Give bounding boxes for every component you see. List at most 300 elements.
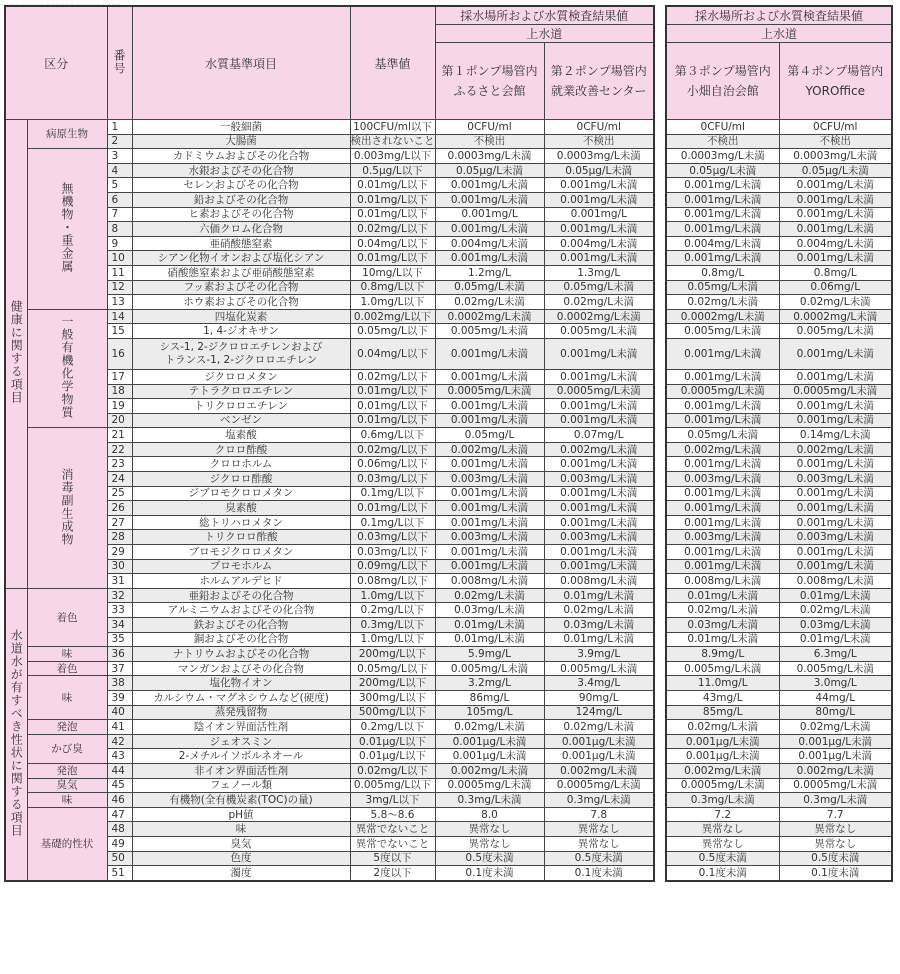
table-row — [5, 778, 654, 793]
item-number: 11 — [107, 265, 132, 280]
result-site-3: 0.001mg/L未満 — [666, 207, 779, 222]
item-number: 27 — [107, 515, 132, 530]
standard-value: 5度以下 — [350, 851, 435, 866]
standard-value: 0.06mg/L以下 — [350, 457, 435, 472]
result-site-4: 0.008mg/L未満 — [779, 574, 892, 589]
table-row — [666, 501, 892, 516]
result-site-3: 0.1度未満 — [666, 866, 779, 881]
result-site-1: 5.9mg/L — [435, 647, 544, 662]
item-number: 47 — [107, 807, 132, 822]
result-site-3: 異常なし — [666, 822, 779, 837]
result-site-2: 0.003mg/L未満 — [544, 530, 654, 545]
result-site-3: 0.01mg/L未満 — [666, 588, 779, 603]
header-water-type: 上水道 — [435, 25, 654, 43]
item-number: 39 — [107, 690, 132, 705]
result-site-3: 0.01mg/L未満 — [666, 632, 779, 647]
result-site-4: 0.001mg/L未満 — [779, 369, 892, 384]
standard-value: 0.01μg/L以下 — [350, 749, 435, 764]
result-site-4: 44mg/L — [779, 690, 892, 705]
result-site-3: 0.0003mg/L未満 — [666, 149, 779, 164]
result-site-3: 0.8mg/L — [666, 265, 779, 280]
result-site-2: 0.0005mg/L未満 — [544, 778, 654, 793]
sub-category: 味 — [27, 647, 107, 662]
result-site-2: 0.001mg/L未満 — [544, 515, 654, 530]
table-row — [666, 866, 892, 881]
table-row — [666, 369, 892, 384]
table-row — [666, 807, 892, 822]
header-standard: 基準値 — [350, 6, 435, 120]
standard-value: 0.1mg/L以下 — [350, 515, 435, 530]
item-number: 32 — [107, 588, 132, 603]
result-site-2: 3.9mg/L — [544, 647, 654, 662]
item-name: ジクロロメタン — [132, 369, 350, 384]
standard-value: 0.002mg/L以下 — [350, 309, 435, 324]
item-number: 42 — [107, 734, 132, 749]
result-site-1: 異常なし — [435, 822, 544, 837]
result-site-3: 0CFU/ml — [666, 120, 779, 135]
result-site-1: 0.004mg/L未満 — [435, 236, 544, 251]
result-site-4: 0.001mg/L未満 — [779, 559, 892, 574]
result-site-4: 0.3mg/L未満 — [779, 793, 892, 808]
standard-value: 0.05mg/L以下 — [350, 661, 435, 676]
result-site-1: 0.001mg/L未満 — [435, 545, 544, 560]
result-site-3: 0.001μg/L未満 — [666, 749, 779, 764]
result-site-4: 0.01mg/L未満 — [779, 588, 892, 603]
result-site-4: 0.001mg/L未満 — [779, 515, 892, 530]
result-site-3: 0.0002mg/L未満 — [666, 309, 779, 324]
item-number: 49 — [107, 836, 132, 851]
result-site-1: 0.003mg/L未満 — [435, 472, 544, 487]
result-site-3: 0.001mg/L未満 — [666, 192, 779, 207]
standard-value: 0.003mg/L以下 — [350, 149, 435, 164]
result-site-4: 0.001mg/L未満 — [779, 399, 892, 414]
item-name: ナトリウムおよびその化合物 — [132, 647, 350, 662]
result-site-3: 0.001mg/L未満 — [666, 413, 779, 428]
table-row — [666, 530, 892, 545]
table-row — [666, 120, 892, 135]
table-row — [666, 384, 892, 399]
item-name: 亜硝酸態窒素 — [132, 236, 350, 251]
standard-value: 300mg/L以下 — [350, 690, 435, 705]
result-site-1: 0.02mg/L未満 — [435, 295, 544, 310]
item-number: 23 — [107, 457, 132, 472]
result-site-2: 0.001mg/L未満 — [544, 178, 654, 193]
item-name: ホルムアルデヒド — [132, 574, 350, 589]
table-row — [666, 207, 892, 222]
result-site-2: 0.001mg/L未満 — [544, 413, 654, 428]
standard-value: 0.01mg/L以下 — [350, 413, 435, 428]
result-site-2: 0.05μg/L未満 — [544, 163, 654, 178]
table-row — [666, 851, 892, 866]
header-group-title-2: 採水場所および水質検査結果値 — [666, 6, 892, 25]
result-site-1: 0.0002mg/L未満 — [435, 309, 544, 324]
table-row — [666, 192, 892, 207]
result-site-2: 不検出 — [544, 134, 654, 149]
table-row — [5, 807, 654, 822]
result-site-1: 0.05mg/L未満 — [435, 280, 544, 295]
result-site-3: 0.3mg/L未満 — [666, 793, 779, 808]
header-site-3: 第３ポンプ場管内 小畑自治会館 — [666, 43, 779, 120]
major-category: 水道水が有すべき性状に関する項目 — [5, 588, 27, 880]
item-number: 24 — [107, 472, 132, 487]
result-site-2: 0.001mg/L未満 — [544, 338, 654, 369]
result-site-2: 0.001mg/L未満 — [544, 399, 654, 414]
item-name: フッ素およびその化合物 — [132, 280, 350, 295]
result-site-4: 0.001mg/L未満 — [779, 457, 892, 472]
item-name: 臭素酸 — [132, 501, 350, 516]
item-name: カルシウム・マグネシウムなど(硬度) — [132, 690, 350, 705]
result-site-1: 8.0 — [435, 807, 544, 822]
result-site-3: 0.05mg/L未満 — [666, 428, 779, 443]
result-site-3: 0.003mg/L未満 — [666, 472, 779, 487]
standard-value: 検出されないこと — [350, 135, 435, 148]
table-row — [5, 149, 654, 164]
sub-category: 無機物・重金属 — [27, 149, 107, 310]
result-site-2: 0.5度未満 — [544, 851, 654, 866]
result-site-2: 0.0003mg/L未満 — [544, 149, 654, 164]
result-site-1: 0.0003mg/L未満 — [435, 149, 544, 164]
standard-value: 0.03mg/L以下 — [350, 545, 435, 560]
result-site-4: 0.001mg/L未満 — [779, 338, 892, 369]
result-site-2: 0.001mg/L未満 — [544, 222, 654, 237]
table-row — [666, 472, 892, 487]
table-row — [666, 178, 892, 193]
result-site-1: 0.002mg/L未満 — [435, 763, 544, 778]
item-number: 25 — [107, 486, 132, 501]
standard-value: 0.04mg/L以下 — [350, 236, 435, 251]
table-row — [666, 574, 892, 589]
result-site-1: 0.001mg/L未満 — [435, 251, 544, 266]
result-site-3: 0.001mg/L未満 — [666, 501, 779, 516]
item-name: ホウ素およびその化合物 — [132, 295, 350, 310]
result-site-2: 0.001mg/L — [544, 207, 654, 222]
table-row — [666, 647, 892, 662]
result-site-4: 6.3mg/L — [779, 647, 892, 662]
item-name: pH値 — [132, 807, 350, 822]
result-site-4: 0.005mg/L未満 — [779, 661, 892, 676]
header-group-title: 採水場所および水質検査結果値 — [435, 6, 654, 25]
table-row — [666, 399, 892, 414]
table-row — [666, 413, 892, 428]
item-number: 1 — [107, 120, 132, 135]
sub-category: 消毒副生成物 — [27, 428, 107, 589]
standard-value: 0.1mg/L以下 — [350, 486, 435, 501]
item-name: ジクロロ酢酸 — [132, 472, 350, 487]
major-category: 健康に関する項目 — [5, 120, 27, 589]
result-site-2: 0.001mg/L未満 — [544, 457, 654, 472]
table-row — [666, 295, 892, 310]
item-name: ベンゼン — [132, 413, 350, 428]
table-row — [666, 763, 892, 778]
result-site-2: 0.02mg/L未満 — [544, 295, 654, 310]
result-site-1: 0.001mg/L未満 — [435, 369, 544, 384]
result-site-4: 0.001mg/L未満 — [779, 222, 892, 237]
result-site-4: 80mg/L — [779, 705, 892, 720]
result-site-2: 0CFU/ml — [544, 120, 654, 135]
standard-value: 0.02mg/L以下 — [350, 442, 435, 457]
standard-value: 異常でないこと — [350, 836, 435, 851]
sub-category: 発泡 — [27, 763, 107, 778]
item-name: クロロ酢酸 — [132, 442, 350, 457]
item-number: 10 — [107, 251, 132, 266]
result-site-4: 0.01mg/L未満 — [779, 632, 892, 647]
table-row — [5, 763, 654, 778]
table-row — [666, 324, 892, 339]
result-site-4: 0.001mg/L未満 — [779, 251, 892, 266]
water-quality-table-extra-sites — [665, 5, 893, 882]
table-row — [666, 632, 892, 647]
item-name: ブロモジクロロメタン — [132, 545, 350, 560]
item-number: 8 — [107, 222, 132, 237]
result-site-2: 0.001mg/L未満 — [544, 501, 654, 516]
standard-value: 0.01mg/L以下 — [350, 192, 435, 207]
result-site-2: 0.008mg/L未満 — [544, 574, 654, 589]
result-site-4: 0.14mg/L未満 — [779, 428, 892, 443]
result-site-1: 0.001mg/L未満 — [435, 413, 544, 428]
item-number: 37 — [107, 661, 132, 676]
result-site-2: 0.002mg/L未満 — [544, 763, 654, 778]
result-site-3: 8.9mg/L — [666, 647, 779, 662]
item-name: 鉛およびその化合物 — [132, 192, 350, 207]
result-site-2: 0.003mg/L未満 — [544, 472, 654, 487]
result-site-3: 0.001mg/L未満 — [666, 338, 779, 369]
result-site-1: 0.01mg/L未満 — [435, 632, 544, 647]
standard-value: 0.01mg/L以下 — [350, 399, 435, 414]
result-site-4: 0.5度未満 — [779, 851, 892, 866]
result-site-3: 0.003mg/L未満 — [666, 530, 779, 545]
result-site-4: 0.002mg/L未満 — [779, 763, 892, 778]
header-site-4: 第４ポンプ場管内 YOROffice — [779, 43, 892, 120]
result-site-4: 0.001mg/L未満 — [779, 545, 892, 560]
result-site-2: 0.001mg/L未満 — [544, 486, 654, 501]
result-site-1: 0.002mg/L未満 — [435, 442, 544, 457]
standard-value: 1.0mg/L以下 — [350, 588, 435, 603]
result-site-2: 異常なし — [544, 822, 654, 837]
result-site-1: 0.001mg/L未満 — [435, 559, 544, 574]
standard-value: 0.01mg/L以下 — [350, 207, 435, 222]
sub-category: かび臭 — [27, 734, 107, 763]
table-row — [5, 720, 654, 735]
result-site-4: 0.02mg/L未満 — [779, 603, 892, 618]
table-row — [666, 338, 892, 369]
sub-category: 着色 — [27, 588, 107, 646]
result-site-1: 0.008mg/L未満 — [435, 574, 544, 589]
table-row — [666, 309, 892, 324]
result-site-4: 0.03mg/L未満 — [779, 618, 892, 633]
result-site-4: 0CFU/ml — [779, 120, 892, 135]
item-name: 水銀およびその化合物 — [132, 163, 350, 178]
result-site-2: 0.3mg/L未満 — [544, 793, 654, 808]
result-site-2: 0.05mg/L未満 — [544, 280, 654, 295]
header-site-1: 第１ポンプ場管内 ふるさと会館 — [435, 43, 544, 120]
item-number: 12 — [107, 280, 132, 295]
result-site-1: 0CFU/ml — [435, 120, 544, 135]
header-item: 水質基準項目 — [132, 6, 350, 120]
sub-category: 一般有機化学物質 — [27, 309, 107, 428]
standard-value: 0.01mg/L以下 — [350, 384, 435, 399]
result-site-1: 105mg/L — [435, 705, 544, 720]
table-row — [5, 661, 654, 676]
result-site-3: 0.5度未満 — [666, 851, 779, 866]
result-site-1: 0.1度未満 — [435, 866, 544, 881]
result-site-1: 0.001mg/L未満 — [435, 222, 544, 237]
result-site-2: 0.02mg/L未満 — [544, 720, 654, 735]
result-site-1: 0.0005mg/L未満 — [435, 384, 544, 399]
result-site-1: 0.005mg/L未満 — [435, 661, 544, 676]
item-number: 36 — [107, 647, 132, 662]
table-row — [666, 618, 892, 633]
table-row — [666, 222, 892, 237]
item-number: 45 — [107, 778, 132, 793]
result-site-2: 0.001mg/L未満 — [544, 251, 654, 266]
result-site-4: 7.7 — [779, 807, 892, 822]
result-site-1: 3.2mg/L — [435, 676, 544, 691]
water-quality-table-main — [4, 5, 655, 882]
standard-value: 1.0mg/L以下 — [350, 295, 435, 310]
table-row — [666, 734, 892, 749]
result-site-4: 0.02mg/L未満 — [779, 720, 892, 735]
item-name: 塩化物イオン — [132, 676, 350, 691]
result-site-4: 0.001mg/L未満 — [779, 486, 892, 501]
result-site-1: 0.005mg/L未満 — [435, 324, 544, 339]
item-name: 四塩化炭素 — [132, 309, 350, 324]
item-name: 色度 — [132, 851, 350, 866]
standard-value: 0.03mg/L以下 — [350, 472, 435, 487]
item-number: 5 — [107, 178, 132, 193]
result-site-3: 不検出 — [666, 134, 779, 149]
item-name: 大腸菌 — [132, 134, 350, 149]
item-number: 38 — [107, 676, 132, 691]
header-number: 番号 — [107, 6, 132, 120]
standard-value: 1.0mg/L以下 — [350, 632, 435, 647]
sub-category: 発泡 — [27, 720, 107, 735]
result-site-3: 0.005mg/L未満 — [666, 661, 779, 676]
table-row — [666, 603, 892, 618]
item-name: 2-メチルイソボルネオール — [132, 749, 350, 764]
item-name: 一般細菌 — [132, 120, 350, 135]
item-name: ブロモホルム — [132, 559, 350, 574]
item-number: 19 — [107, 399, 132, 414]
result-site-1: 0.01mg/L未満 — [435, 618, 544, 633]
result-site-1: 86mg/L — [435, 690, 544, 705]
item-number: 43 — [107, 749, 132, 764]
item-number: 35 — [107, 632, 132, 647]
result-site-3: 85mg/L — [666, 705, 779, 720]
result-site-4: 0.0002mg/L未満 — [779, 309, 892, 324]
item-name: 陰イオン界面活性剤 — [132, 720, 350, 735]
result-site-2: 0.005mg/L未満 — [544, 324, 654, 339]
table-row — [666, 457, 892, 472]
result-site-3: 43mg/L — [666, 690, 779, 705]
result-site-2: 0.0005mg/L未満 — [544, 384, 654, 399]
result-site-4: 0.005mg/L未満 — [779, 324, 892, 339]
item-number: 48 — [107, 822, 132, 837]
table-row — [666, 793, 892, 808]
item-number: 46 — [107, 793, 132, 808]
standard-value: 0.01mg/L以下 — [350, 501, 435, 516]
result-site-2: 0.001μg/L未満 — [544, 749, 654, 764]
result-site-3: 0.001mg/L未満 — [666, 369, 779, 384]
sub-category: 臭気 — [27, 778, 107, 793]
table-row — [5, 793, 654, 808]
sub-category: 味 — [27, 676, 107, 720]
item-number: 33 — [107, 603, 132, 618]
item-number: 13 — [107, 295, 132, 310]
item-number: 34 — [107, 618, 132, 633]
item-number: 17 — [107, 369, 132, 384]
item-number: 28 — [107, 530, 132, 545]
item-number: 29 — [107, 545, 132, 560]
result-site-3: 0.001mg/L未満 — [666, 545, 779, 560]
standard-value: 100CFU/ml以下 — [350, 120, 435, 135]
item-name: 鉄およびその化合物 — [132, 618, 350, 633]
standard-value: 10mg/L以下 — [350, 265, 435, 280]
standard-value: 0.09mg/L以下 — [350, 559, 435, 574]
header-water-type-2: 上水道 — [666, 25, 892, 43]
item-number: 50 — [107, 851, 132, 866]
item-number: 7 — [107, 207, 132, 222]
item-number: 41 — [107, 720, 132, 735]
item-name: ヒ素およびその化合物 — [132, 207, 350, 222]
item-number: 30 — [107, 559, 132, 574]
result-site-4: 0.1度未満 — [779, 866, 892, 881]
item-name: カドミウムおよびその化合物 — [132, 149, 350, 164]
result-site-2: 0.001mg/L未満 — [544, 369, 654, 384]
item-number: 44 — [107, 763, 132, 778]
result-site-2: 0.1度未満 — [544, 866, 654, 881]
table-row — [666, 265, 892, 280]
table-row — [666, 661, 892, 676]
table-row — [666, 690, 892, 705]
standard-value: 0.02mg/L以下 — [350, 763, 435, 778]
item-name: クロロホルム — [132, 457, 350, 472]
item-name: 総トリハロメタン — [132, 515, 350, 530]
result-site-3: 0.001mg/L未満 — [666, 486, 779, 501]
table-row — [666, 515, 892, 530]
standard-value: 500mg/L以下 — [350, 705, 435, 720]
result-site-3: 異常なし — [666, 836, 779, 851]
item-name: 臭気 — [132, 836, 350, 851]
standard-value: 200mg/L以下 — [350, 676, 435, 691]
item-number: 16 — [107, 338, 132, 369]
result-site-3: 0.001mg/L未満 — [666, 559, 779, 574]
result-site-4: 0.003mg/L未満 — [779, 530, 892, 545]
result-site-2: 1.3mg/L — [544, 265, 654, 280]
result-site-4: 0.05μg/L未満 — [779, 163, 892, 178]
result-site-1: 0.001mg/L未満 — [435, 515, 544, 530]
table-row — [5, 676, 654, 691]
table-row — [666, 280, 892, 295]
table-row — [666, 163, 892, 178]
table-row — [666, 428, 892, 443]
standard-value: 0.08mg/L以下 — [350, 574, 435, 589]
item-number: 6 — [107, 192, 132, 207]
result-site-3: 0.0005mg/L未満 — [666, 384, 779, 399]
result-site-1: 0.001mg/L未満 — [435, 192, 544, 207]
item-name: フェノール類 — [132, 778, 350, 793]
item-name: テトラクロロエチレン — [132, 384, 350, 399]
result-site-4: 0.002mg/L未満 — [779, 442, 892, 457]
result-site-3: 0.001mg/L未満 — [666, 251, 779, 266]
item-name: 六価クロム化合物 — [132, 222, 350, 237]
result-site-1: 0.001mg/L未満 — [435, 486, 544, 501]
result-site-4: 0.001mg/L未満 — [779, 207, 892, 222]
item-number: 22 — [107, 442, 132, 457]
item-name: セレンおよびその化合物 — [132, 178, 350, 193]
result-site-2: 0.005mg/L未満 — [544, 661, 654, 676]
item-name: トリクロロエチレン — [132, 399, 350, 414]
result-site-4: 0.003mg/L未満 — [779, 472, 892, 487]
